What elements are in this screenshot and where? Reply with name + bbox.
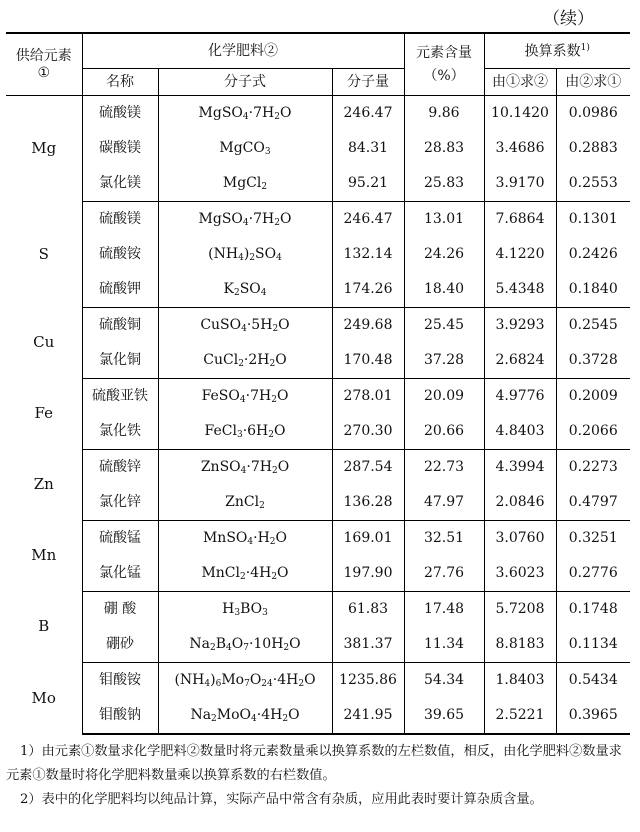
molecular-weight: 278.01 xyxy=(332,379,404,415)
molecular-formula: $FeCl_3\cdot 6H_2O$ xyxy=(158,414,332,450)
element-content: 17.48 xyxy=(404,592,484,628)
compound-name: 硫酸镁 xyxy=(82,96,158,132)
element-content: 20.09 xyxy=(404,379,484,415)
molecular-formula: $Na_2B_4O_7\cdot 10H_2O$ xyxy=(158,627,332,663)
compound-name: 硫酸锌 xyxy=(82,450,158,486)
compound-name: 氯化锌 xyxy=(82,485,158,521)
table-row xyxy=(6,379,630,415)
factor-1to2: 3.9293 xyxy=(484,308,556,344)
molecular-weight: 246.47 xyxy=(332,202,404,238)
factor-1to2: 1.8403 xyxy=(484,663,556,699)
element-content: 11.34 xyxy=(404,627,484,663)
table-row xyxy=(6,237,630,272)
factor-2to1: 0.2066 xyxy=(556,414,630,450)
element-content: 37.28 xyxy=(404,343,484,379)
compound-name: 硫酸钾 xyxy=(82,272,158,308)
factor-1to2: 4.1220 xyxy=(484,237,556,272)
molecular-weight: 170.48 xyxy=(332,343,404,379)
molecular-weight: 287.54 xyxy=(332,450,404,486)
factor-1to2: 5.7208 xyxy=(484,592,556,628)
compound-name: 碳酸镁 xyxy=(82,131,158,166)
factor-1to2: 2.6824 xyxy=(484,343,556,379)
table-row xyxy=(6,627,630,663)
factor-1to2: 8.8183 xyxy=(484,627,556,663)
header-mw: 分子量 xyxy=(332,69,404,96)
compound-name: 硼砂 xyxy=(82,627,158,663)
compound-name: 氯化锰 xyxy=(82,556,158,592)
molecular-weight: 197.90 xyxy=(332,556,404,592)
element-cell: B xyxy=(6,592,82,663)
element-content: 32.51 xyxy=(404,521,484,557)
factor-2to1: 0.2273 xyxy=(568,459,618,476)
compound-name: 钼酸钠 xyxy=(82,698,158,734)
element-cell: Fe xyxy=(6,379,82,450)
element-content: 54.34 xyxy=(404,663,484,699)
molecular-weight: 84.31 xyxy=(332,131,404,166)
header-content-unit: （%） xyxy=(423,67,465,84)
factor-2to1: 0.2883 xyxy=(568,140,618,157)
compound-name: 硫酸亚铁 xyxy=(82,379,158,415)
molecular-formula: $MgSO_4\cdot 7H_2O$ xyxy=(158,202,332,238)
molecular-weight: 241.95 xyxy=(332,698,404,734)
compound-name: 钼酸铵 xyxy=(82,663,158,699)
molecular-weight: 246.47 xyxy=(332,96,404,132)
continued-label: （续） xyxy=(543,9,594,29)
header-factor: 换算系数$^{1)}$ xyxy=(484,33,630,69)
factor-2to1: 0.2426 xyxy=(568,246,618,263)
table-row xyxy=(6,556,630,592)
factor-2to1: 0.2009 xyxy=(568,388,618,405)
element-cell: Mo xyxy=(6,663,82,735)
element-content: 20.66 xyxy=(404,414,484,450)
molecular-formula: $FeSO_4\cdot 7H_2O$ xyxy=(158,379,332,415)
factor-2to1: 0.4797 xyxy=(556,485,630,521)
factor-2to1: 0.2776 xyxy=(556,556,630,592)
element-content: 28.83 xyxy=(404,131,484,166)
header-fertilizer: 化学肥料② xyxy=(82,33,404,69)
factor-2to1: 0.3251 xyxy=(568,530,618,547)
header-formula: 分子式 xyxy=(158,69,332,96)
table-row xyxy=(6,131,630,166)
compound-name: 硼 酸 xyxy=(82,592,158,628)
table-row xyxy=(6,202,630,238)
table-row xyxy=(6,663,630,699)
fertilizer-conversion-table xyxy=(6,32,630,735)
header-supply-element xyxy=(6,33,82,96)
element-cell: Zn xyxy=(6,450,82,521)
footnotes xyxy=(6,740,630,812)
header-supply-element-label: 供给元素 xyxy=(15,48,72,65)
element-content: 25.45 xyxy=(404,308,484,344)
factor-2to1: 0.2545 xyxy=(568,317,618,334)
factor-2to1: 0.1301 xyxy=(568,211,618,228)
molecular-weight: 169.01 xyxy=(332,521,404,557)
molecular-formula: $MgSO_4\cdot 7H_2O$ xyxy=(158,96,332,132)
molecular-weight: 132.14 xyxy=(332,237,404,272)
molecular-formula: $H_3BO_3$ xyxy=(158,592,332,628)
factor-2to1: 0.0986 xyxy=(568,105,618,122)
molecular-formula: $K_2SO_4$ xyxy=(158,272,332,308)
factor-2to1: 0.3965 xyxy=(556,698,630,734)
molecular-formula: $(NH_4)_6Mo_7O_{24}\cdot 4H_2O$ xyxy=(158,663,332,699)
element-content: 25.83 xyxy=(404,166,484,202)
factor-2to1: 0.1748 xyxy=(568,601,618,618)
header-circle-one: ① xyxy=(37,64,51,81)
footnote-1: 1）由元素①数量求化学肥料②数量时将元素数量乘以换算系数的左栏数值，相反，由化学肥料②数量求元素①数量时将化学肥料数量乘以换算系数的右栏数值。 xyxy=(6,744,622,783)
molecular-weight: 61.83 xyxy=(332,592,404,628)
factor-1to2: 7.6864 xyxy=(484,202,556,238)
element-content: 22.73 xyxy=(404,450,484,486)
molecular-formula: $(NH_4)_2SO_4$ xyxy=(158,237,332,272)
factor-2to1: 0.3728 xyxy=(556,343,630,379)
element-content: 9.86 xyxy=(404,96,484,132)
element-content: 13.01 xyxy=(404,202,484,238)
table-row xyxy=(6,414,630,450)
molecular-weight: 136.28 xyxy=(332,485,404,521)
element-content: 27.76 xyxy=(404,556,484,592)
molecular-weight: 270.30 xyxy=(332,414,404,450)
table-row xyxy=(6,485,630,521)
header-f2to1: 由②求① xyxy=(556,69,630,96)
header-content xyxy=(404,33,484,96)
factor-1to2: 5.4348 xyxy=(484,272,556,308)
element-cell: Mn xyxy=(6,521,82,592)
table-row xyxy=(6,166,630,202)
element-cell: Cu xyxy=(6,308,82,379)
molecular-weight: 95.21 xyxy=(332,166,404,202)
factor-2to1: 0.2553 xyxy=(556,166,630,202)
table-row xyxy=(6,343,630,379)
factor-1to2: 3.0760 xyxy=(484,521,556,557)
molecular-formula: $ZnSO_4\cdot 7H_2O$ xyxy=(158,450,332,486)
table-row xyxy=(6,96,630,132)
molecular-weight: 249.68 xyxy=(332,308,404,344)
factor-1to2: 10.1420 xyxy=(484,96,556,132)
compound-name: 氯化镁 xyxy=(82,166,158,202)
table-row xyxy=(6,272,630,308)
element-content: 47.97 xyxy=(404,485,484,521)
molecular-formula: $MnCl_2\cdot 4H_2O$ xyxy=(158,556,332,592)
molecular-weight: 174.26 xyxy=(332,272,404,308)
factor-1to2: 2.0846 xyxy=(484,485,556,521)
molecular-formula: MgCl$_2$ xyxy=(158,166,332,202)
table-row xyxy=(6,698,630,734)
molecular-formula: $MnSO_4\cdot H_2O$ xyxy=(158,521,332,557)
table-row xyxy=(6,308,630,344)
molecular-formula: MgCO$_3$ xyxy=(158,131,332,166)
factor-1to2: 3.6023 xyxy=(484,556,556,592)
compound-name: 硫酸铵 xyxy=(82,237,158,272)
molecular-weight: 1235.86 xyxy=(332,663,404,699)
factor-1to2: 4.3994 xyxy=(484,450,556,486)
factor-2to1: 0.1840 xyxy=(556,272,630,308)
molecular-formula: ZnCl$_2$ xyxy=(158,485,332,521)
factor-1to2: 3.4686 xyxy=(484,131,556,166)
factor-1to2: 3.9170 xyxy=(484,166,556,202)
molecular-formula: $CuSO_4\cdot 5H_2O$ xyxy=(158,308,332,344)
factor-2to1: 0.1134 xyxy=(556,627,630,663)
header-content-label: 元素含量 xyxy=(416,45,472,62)
element-content: 24.26 xyxy=(404,237,484,272)
element-content: 18.40 xyxy=(404,272,484,308)
compound-name: 硫酸镁 xyxy=(82,202,158,238)
compound-name: 硫酸锰 xyxy=(82,521,158,557)
compound-name: 氯化铁 xyxy=(82,414,158,450)
factor-1to2: 4.8403 xyxy=(484,414,556,450)
header-name: 名称 xyxy=(82,69,158,96)
element-content: 39.65 xyxy=(404,698,484,734)
factor-1to2: 4.9776 xyxy=(484,379,556,415)
molecular-formula: $Na_2MoO_4\cdot 4H_2O$ xyxy=(158,698,332,734)
molecular-formula: $CuCl_2\cdot 2H_2O$ xyxy=(158,343,332,379)
molecular-weight: 381.37 xyxy=(332,627,404,663)
footnote-2: 2）表中的化学肥料均以纯品计算，实际产品中常含有杂质，应用此表时要计算杂质含量。 xyxy=(20,792,543,807)
element-cell: S xyxy=(6,202,82,308)
compound-name: 氯化铜 xyxy=(82,343,158,379)
header-f1to2: 由①求② xyxy=(484,69,556,96)
table-row xyxy=(6,450,630,486)
element-cell: Mg xyxy=(6,96,82,202)
table-row xyxy=(6,592,630,628)
table-row xyxy=(6,521,630,557)
factor-1to2: 2.5221 xyxy=(484,698,556,734)
compound-name: 硫酸铜 xyxy=(82,308,158,344)
factor-2to1: 0.5434 xyxy=(568,672,618,689)
